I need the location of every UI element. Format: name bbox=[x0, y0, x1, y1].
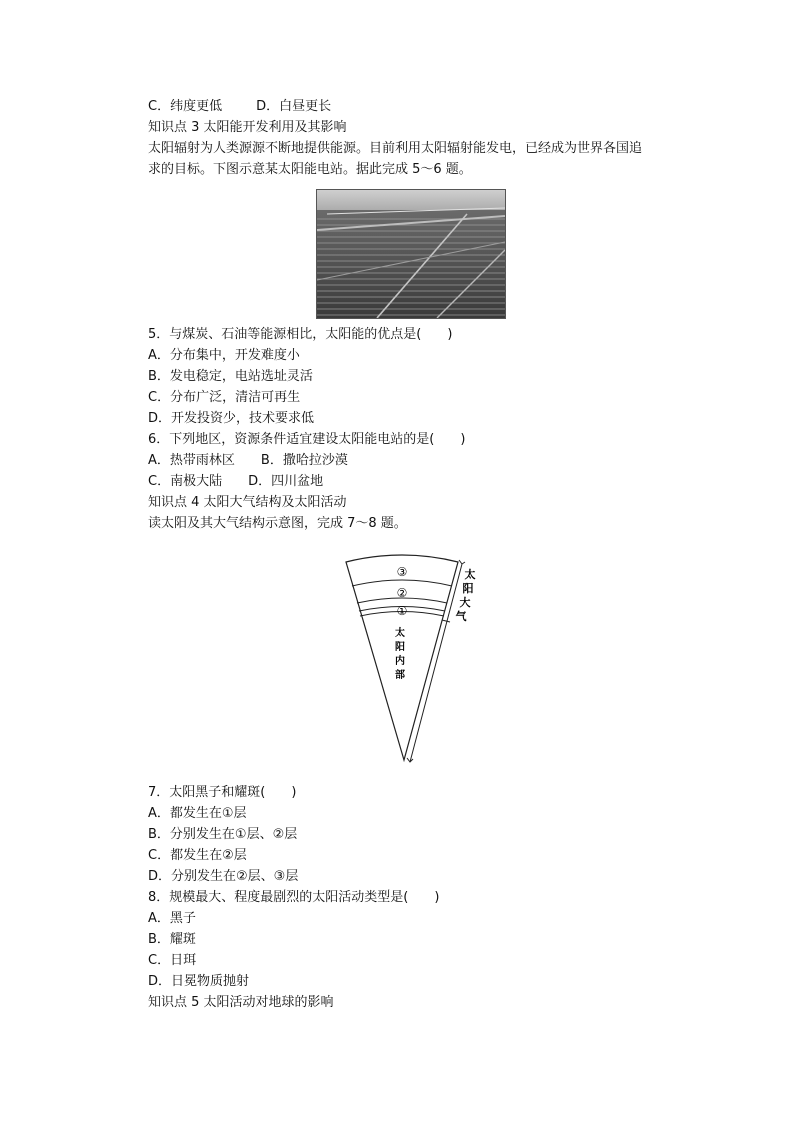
atmosphere-arrow-top bbox=[459, 560, 465, 564]
q6-options-ab bbox=[148, 451, 348, 471]
section4-intro: 读太阳及其大气结构示意图，完成 7～8 题。 bbox=[148, 516, 407, 531]
q6-option-d: D．四川盆地 bbox=[248, 474, 324, 489]
layer-1-label: ① bbox=[396, 604, 408, 618]
q8-option-b: B．耀斑 bbox=[148, 932, 196, 947]
q4-option-d: D．白昼更长 bbox=[256, 99, 332, 114]
q5-stem: 5．与煤炭、石油等能源相比，太阳能的优点是( ) bbox=[148, 327, 453, 342]
solar-station-photo-svg bbox=[317, 190, 505, 318]
interior-label-1: 阳 bbox=[395, 642, 405, 653]
q6-options-cd bbox=[148, 472, 323, 492]
q7-option-b: B．分别发生在①层、②层 bbox=[148, 827, 298, 842]
solar-station-photo bbox=[316, 189, 506, 319]
section3-intro-line2: 求的目标。下图示意某太阳能电站。据此完成 5～6 题。 bbox=[148, 162, 472, 177]
q7-option-d: D．分别发生在②层、③层 bbox=[148, 869, 299, 884]
q7-option-c: C．都发生在②层 bbox=[148, 848, 247, 863]
q6-option-a: A．热带雨林区 bbox=[148, 453, 235, 468]
sun-structure-diagram bbox=[330, 548, 480, 772]
atmosphere-label-3: 气 bbox=[455, 610, 467, 623]
layer-3-label: ③ bbox=[396, 565, 408, 579]
q8-stem: 8．规模最大、程度最剧烈的太阳活动类型是( ) bbox=[148, 890, 440, 905]
q4-option-c: C．纬度更低 bbox=[148, 99, 223, 114]
interior-label-2: 内 bbox=[395, 656, 405, 667]
sun-structure-svg bbox=[330, 548, 480, 772]
q6-option-c: C．南极大陆 bbox=[148, 474, 223, 489]
atmosphere-label-0: 太 bbox=[464, 568, 476, 581]
q4-options-cd bbox=[148, 97, 331, 117]
atmosphere-label-1: 阳 bbox=[462, 582, 474, 595]
q7-stem: 7．太阳黑子和耀斑( ) bbox=[148, 785, 297, 800]
q5-option-b: B．发电稳定，电站选址灵活 bbox=[148, 369, 313, 384]
atmosphere-arrow-bottom bbox=[407, 758, 413, 762]
q5-option-a: A．分布集中，开发难度小 bbox=[148, 348, 300, 363]
q8-option-d: D．日冕物质抛射 bbox=[148, 974, 250, 989]
section3-heading: 知识点 3 太阳能开发利用及其影响 bbox=[148, 120, 347, 135]
q6-option-b: B．撒哈拉沙漠 bbox=[260, 453, 348, 468]
q8-option-a: A．黑子 bbox=[148, 911, 196, 926]
q5-option-d: D．开发投资少，技术要求低 bbox=[148, 411, 315, 426]
interior-label-0: 太 bbox=[395, 628, 405, 639]
q8-option-c: C．日珥 bbox=[148, 953, 197, 968]
section4-heading: 知识点 4 太阳大气结构及太阳活动 bbox=[148, 495, 347, 510]
atmosphere-label-2: 大 bbox=[459, 596, 471, 609]
q6-stem: 6．下列地区，资源条件适宜建设太阳能电站的是( ) bbox=[148, 432, 466, 447]
section5-heading: 知识点 5 太阳活动对地球的影响 bbox=[148, 995, 334, 1010]
atmosphere-tick bbox=[442, 620, 450, 622]
interior-label-3: 部 bbox=[395, 670, 405, 681]
q5-option-c: C．分布广泛，清洁可再生 bbox=[148, 390, 301, 405]
q7-option-a: A．都发生在①层 bbox=[148, 806, 247, 821]
section3-intro-line1: 太阳辐射为人类源源不断地提供能源。目前利用太阳辐射能发电，已经成为世界各国追 bbox=[148, 141, 643, 156]
layer-2-label: ② bbox=[396, 586, 408, 600]
